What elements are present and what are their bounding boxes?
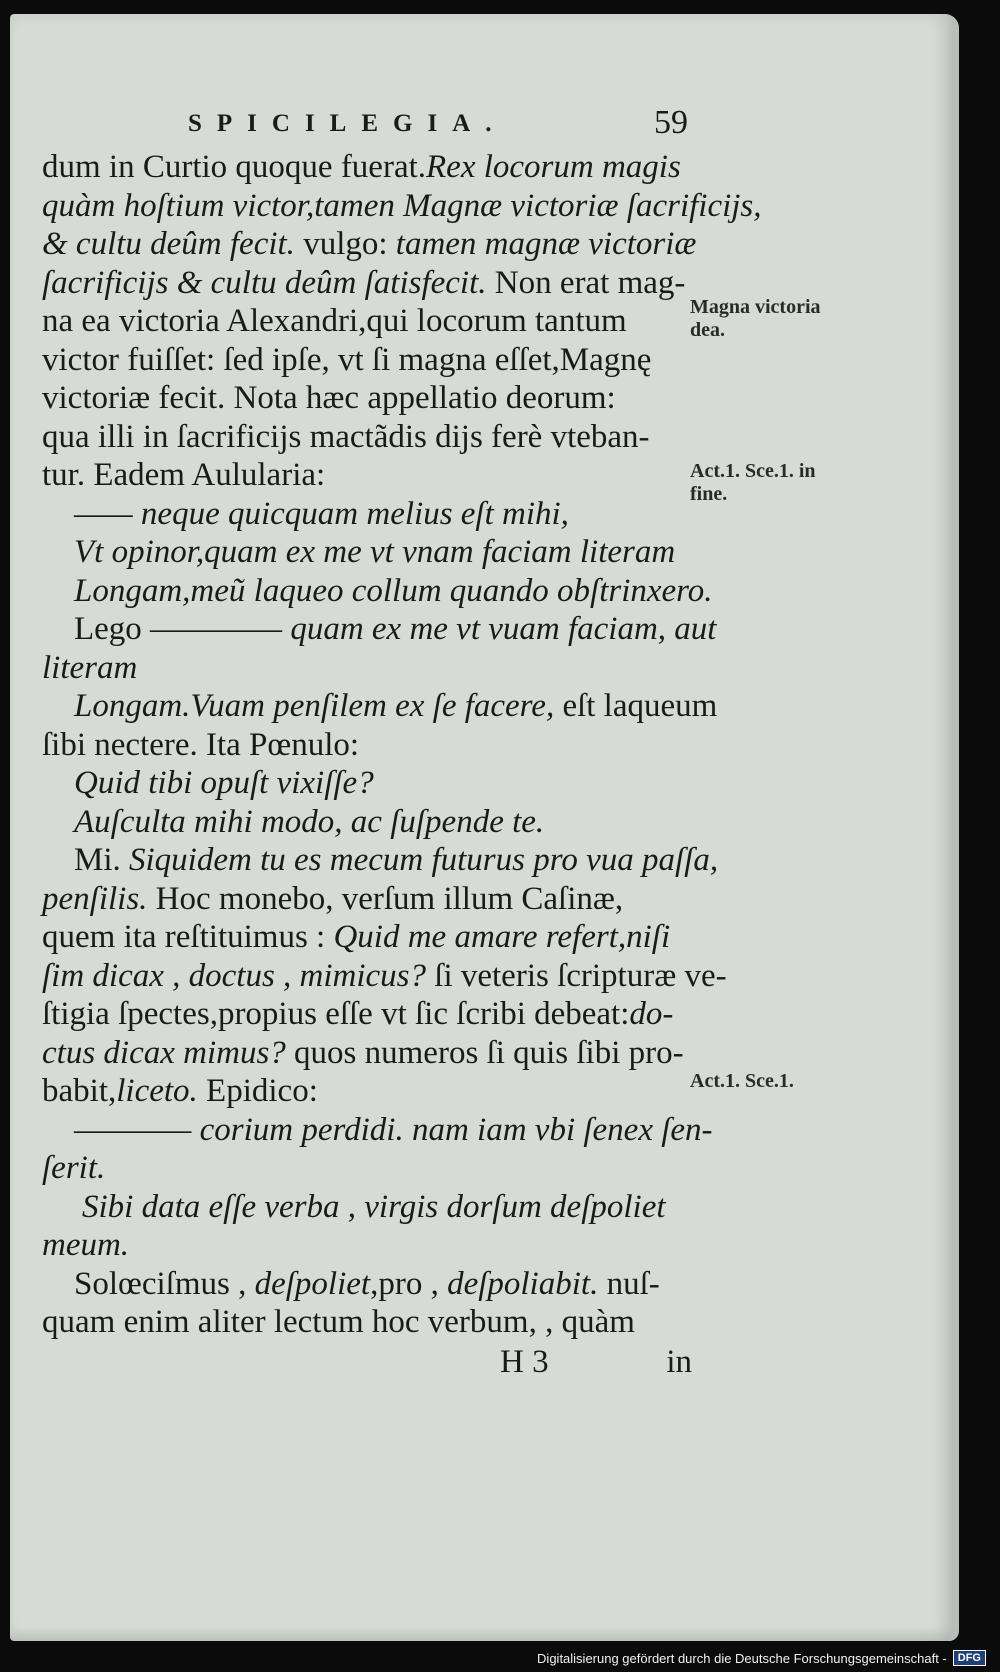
text-line	[42, 1265, 692, 1304]
italic-text: Siquidem tu es mecum futurus pro vua paſſa,	[129, 842, 719, 878]
italic-text: penſilis.	[42, 880, 148, 917]
text-line	[42, 148, 692, 187]
margin-note	[690, 296, 821, 342]
text-line	[42, 803, 692, 842]
roman-text: vulgo:	[294, 226, 396, 262]
roman-text: victor fuiſſet: ſed ipſe, vt ſi magna eſſet,Magnę	[42, 341, 652, 378]
catchword: in	[666, 1344, 692, 1380]
text-line	[42, 533, 692, 572]
roman-text: ſtigia ſpectes,propius eſſe vt ſic ſcribi debeat:	[42, 996, 630, 1032]
roman-text: Lego ————	[74, 611, 291, 647]
italic-text: Vt opinor,quam ex me vt vnam faciam literam	[74, 534, 676, 570]
footer-credit: Digitalisierung gefördert durch die Deutsche Forschungsgemeinschaft -	[537, 1650, 947, 1666]
italic-text: literam	[42, 649, 138, 686]
text-line	[42, 1111, 713, 1150]
text-line	[42, 1188, 692, 1227]
page-header	[188, 104, 688, 146]
text-line	[42, 187, 762, 226]
italic-text: Quid tibi opuſt vixiſſe?	[74, 765, 374, 801]
italic-text: Sibi data eſſe verba , virgis dorſum deſpoliet	[82, 1188, 666, 1225]
text-line	[42, 1072, 692, 1111]
text-line	[42, 610, 717, 649]
roman-text: quam enim aliter lectum hoc verbum, , quàm	[42, 1304, 635, 1340]
margin-note-line: Act.1. Sce.1. in	[690, 460, 816, 482]
signature-mark: H 3	[500, 1344, 549, 1380]
text-line	[42, 418, 692, 457]
margin-note	[690, 460, 816, 506]
roman-text: eſt laqueum	[554, 688, 718, 724]
italic-text: tamen magnæ victoriæ	[395, 226, 697, 262]
text-line	[42, 918, 692, 957]
text-line	[42, 995, 692, 1034]
text-line	[42, 726, 692, 765]
italic-text: Rex locorum magis	[426, 149, 681, 185]
text-line	[42, 957, 727, 996]
margin-note-line: Act.1. Sce.1.	[690, 1070, 794, 1092]
italic-text: meum.	[42, 1227, 130, 1263]
dfg-logo: DFG	[953, 1650, 986, 1666]
digitization-footer	[537, 1648, 986, 1668]
italic-text: Quid me amare refert,niſi	[333, 919, 671, 955]
italic-text: & cultu deûm fecit.	[42, 226, 295, 262]
roman-text: Epidico:	[197, 1073, 318, 1109]
roman-text: quem ita reſtituimus :	[42, 919, 334, 955]
text-line	[42, 264, 692, 303]
text-line	[42, 764, 692, 803]
text-line	[42, 1149, 692, 1188]
roman-text: victoriæ fecit. Nota hæc appellatio deorum:	[42, 380, 616, 416]
italic-text: quam ex me vt vuam faciam, aut	[290, 611, 717, 647]
roman-text: tur. Eadem Aulularia:	[42, 457, 326, 493]
roman-text: Mi.	[74, 842, 130, 878]
italic-text: ſerit.	[42, 1150, 106, 1186]
italic-text: Auſculta mihi modo, ac ſuſpende te.	[74, 803, 545, 840]
roman-text: qua illi in ſacrificijs mactãdis dijs ferè vteban-	[42, 418, 650, 455]
catchline	[42, 1344, 692, 1384]
running-title: SPICILEGIA.	[188, 110, 507, 137]
margin-note	[690, 1070, 794, 1093]
text-line	[42, 841, 719, 880]
roman-text: ſi veteris ſcripturæ ve-	[426, 957, 727, 994]
italic-text: ſacrificijs & cultu deûm ſatisfecit.	[42, 264, 487, 301]
page-number: 59	[654, 104, 688, 141]
roman-text: dum in Curtio quoque fuerat.	[42, 149, 427, 185]
roman-text: Hoc monebo, verſum illum Caſinæ,	[147, 880, 624, 917]
italic-text: deſpoliabit.	[447, 1265, 599, 1302]
italic-text: Longam,meũ laqueo collum quando obſtrinxero.	[74, 572, 713, 609]
text-line	[42, 880, 692, 919]
text-line	[42, 341, 692, 380]
margin-note-line: fine.	[690, 483, 728, 505]
roman-text: na ea victoria Alexandri,qui locorum tantum	[42, 303, 627, 339]
roman-text: babit,	[42, 1073, 117, 1109]
text-line	[42, 379, 692, 418]
roman-text: ,pro ,	[370, 1265, 448, 1302]
roman-text: nuſ-	[598, 1265, 660, 1302]
italic-text: —— neque quicquam melius eſt mihi,	[74, 495, 569, 532]
margin-note-line: dea.	[690, 319, 725, 341]
roman-text: ſibi nectere. Ita Pœnulo:	[42, 726, 360, 763]
text-line	[42, 302, 692, 341]
roman-text: quos numeros ſi quis ſibi pro-	[285, 1034, 684, 1071]
italic-text: do-	[629, 996, 674, 1032]
italic-text: quàm hoſtium victor,tamen Magnæ victoriæ ſacrificijs,	[42, 187, 762, 224]
italic-text: ſim dicax , doctus , mimicus?	[42, 957, 427, 994]
text-line	[42, 1034, 692, 1073]
text-line	[42, 649, 692, 688]
text-line	[42, 456, 692, 495]
italic-text: ———— corium perdidi. nam iam vbi ſenex ſen-	[74, 1111, 713, 1148]
italic-text: liceto.	[116, 1073, 198, 1109]
text-line	[42, 1303, 692, 1342]
text-line	[42, 572, 713, 611]
roman-text: Non erat mag-	[486, 264, 686, 301]
text-line	[42, 687, 718, 726]
text-line	[42, 495, 692, 534]
roman-text: Solœciſmus ,	[74, 1265, 255, 1302]
italic-text: deſpoliet	[254, 1265, 371, 1302]
text-line	[42, 225, 697, 264]
italic-text: Longam.Vuam penſilem ex ſe facere,	[74, 688, 555, 724]
margin-note-line: Magna victoria	[690, 296, 821, 318]
text-line	[42, 1226, 692, 1265]
italic-text: ctus dicax mimus?	[42, 1034, 286, 1071]
